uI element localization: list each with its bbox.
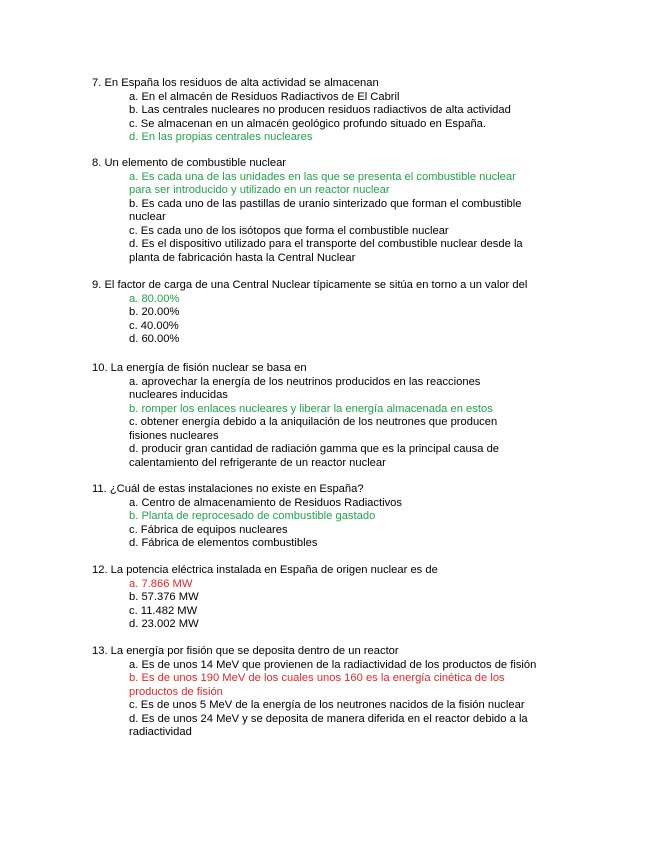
question-12 <box>92 564 562 632</box>
option-d: d. Fábrica de elementos combustibles <box>129 537 318 549</box>
option-d: d. producir gran cantidad de radiación gamma que es la principal causa de calentamiento del refrigerante de un reactor nuclear <box>129 443 500 469</box>
question-10 <box>92 362 562 470</box>
question-title: 12. La potencia eléctrica instalada en España de origen nuclear es de <box>92 564 438 576</box>
option-d-correct: d. En las propias centrales nucleares <box>129 131 313 143</box>
option-c: c. Es de unos 5 MeV de la energía de los neutrones nacidos de la fisión nuclear <box>129 699 525 711</box>
option-b: b. Es cada uno de las pastillas de uranio sinterizado que forman el combustible nuclear <box>129 197 522 223</box>
option-c: c. Es cada uno de los isótopos que forma el combustible nuclear <box>129 224 449 237</box>
question-7 <box>92 77 562 145</box>
options-list <box>129 659 562 740</box>
option-b-correct: b. romper los enlaces nucleares y liberar la energía almacenada en estos <box>129 402 493 415</box>
option-c: c. 40.00% <box>129 319 179 332</box>
option-b: b. 20.00% <box>129 306 180 318</box>
options-list <box>129 91 562 145</box>
option-c: c. 11.482 MW <box>129 604 198 617</box>
question-title: 11. ¿Cuál de estas instalaciones no existe en España? <box>92 483 364 495</box>
options-list <box>129 376 529 471</box>
option-c: c. Fábrica de equipos nucleares <box>129 523 288 536</box>
option-b-correct: b. Planta de reprocesado de combustible gastado <box>129 510 376 522</box>
question-title: 13. La energía por fisión que se deposita dentro de un reactor <box>92 645 399 657</box>
option-a: a. Es de unos 14 MeV que provienen de la radiactividad de los productos de fisión <box>129 658 537 671</box>
options-list <box>129 293 562 347</box>
option-d: d. Es el dispositivo utilizado para el transporte del combustible nuclear desde la planta de fabricación hasta la Central Nuclear <box>129 238 523 264</box>
question-title: 10. La energía de fisión nuclear se basa en <box>92 362 307 374</box>
question-11 <box>92 483 562 551</box>
option-a-correct: a. 80.00% <box>129 292 180 305</box>
option-c: c. Se almacenan en un almacén geológico profundo situado en España. <box>129 117 487 130</box>
question-title: 8. Un elemento de combustible nuclear <box>92 157 287 169</box>
option-c: c. obtener energía debido a la aniquilación de los neutrones que producen fisiones nucleares <box>129 416 498 442</box>
question-title: 7. En España los residuos de alta actividad se almacenan <box>92 77 379 89</box>
option-a: a. En el almacén de Residuos Radiactivos de El Cabril <box>129 90 400 103</box>
question-8 <box>92 157 562 265</box>
option-b: b. 57.376 MW <box>129 591 199 603</box>
options-list <box>129 578 562 632</box>
option-a: a. aprovechar la energía de los neutrinos producidos en las reacciones nucleares inducidas <box>129 375 481 401</box>
option-a-wrong: a. 7.866 MW <box>129 577 193 590</box>
option-b: b. Las centrales nucleares no producen residuos radiactivos de alta actividad <box>129 104 511 116</box>
question-9 <box>92 279 562 347</box>
option-d: d. 23.002 MW <box>129 618 199 630</box>
option-d: d. 60.00% <box>129 333 180 345</box>
question-title: 9. El factor de carga de una Central Nuclear típicamente se sitúa en torno a un valor del <box>92 279 528 291</box>
option-d: d. Es de unos 24 MeV y se deposita de manera diferida en el reactor debido a la radiactividad <box>129 712 528 738</box>
option-a: a. Centro de almacenamiento de Residuos Radiactivos <box>129 496 403 509</box>
option-b-wrong: b. Es de unos 190 MeV de los cuales unos 160 es la energía cinética de los productos de fisión <box>129 672 505 698</box>
question-13 <box>92 645 562 740</box>
options-list <box>129 171 539 266</box>
option-a-correct: a. Es cada una de las unidades en las que se presenta el combustible nuclear para ser introducido y utilizado en un reactor nuclear <box>129 170 516 196</box>
options-list <box>129 497 562 551</box>
